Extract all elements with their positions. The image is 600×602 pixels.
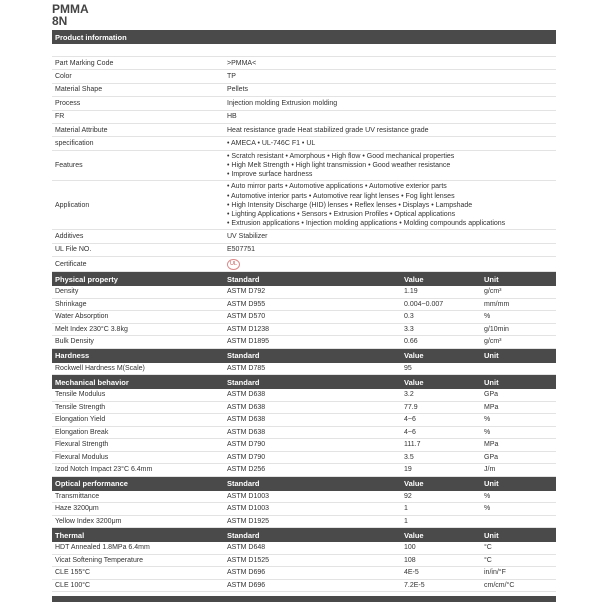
- property-name: Elongation Break: [55, 428, 109, 436]
- property-value: 77.9: [404, 403, 418, 411]
- property-standard: ASTM D638: [227, 391, 266, 399]
- property-value: 0.3: [404, 313, 414, 321]
- spacer-row: [52, 44, 556, 57]
- property-row: [52, 311, 556, 324]
- column-header-value: Value: [404, 274, 424, 284]
- property-row: [52, 555, 556, 568]
- property-row: [52, 567, 556, 580]
- property-standard: ASTM D790: [227, 441, 266, 449]
- info-row: [52, 97, 556, 110]
- property-row: [52, 542, 556, 555]
- application-list: [227, 181, 556, 229]
- info-value: UV Stabilizer: [227, 233, 268, 241]
- column-header-unit: Unit: [484, 377, 499, 387]
- section-title: Product information: [55, 32, 127, 42]
- info-label: Additives: [55, 233, 84, 241]
- property-value: 4~6: [404, 416, 416, 424]
- property-value: 1.19: [404, 288, 418, 296]
- info-row: [52, 230, 556, 243]
- property-unit: g/cm³: [484, 338, 502, 346]
- info-row: [52, 84, 556, 97]
- property-value: 4~6: [404, 428, 416, 436]
- info-label: specification: [55, 140, 94, 148]
- property-unit: GPa: [484, 391, 499, 399]
- property-value: 111.7: [404, 441, 421, 449]
- property-name: Shrinkage: [55, 300, 87, 308]
- column-header-value: Value: [404, 479, 424, 489]
- property-name: Bulk Density: [55, 338, 94, 346]
- property-name: Tensile Modulus: [55, 391, 106, 399]
- info-label: Material Attribute: [55, 126, 108, 134]
- property-name: Density: [55, 288, 79, 296]
- info-value: >PMMA<: [227, 59, 257, 67]
- property-standard: ASTM D696: [227, 569, 266, 577]
- application-line: • High Intensity Discharge (HID) lenses • Reflex lenses • Displays • Lampshade: [227, 201, 473, 209]
- property-row: [52, 336, 556, 349]
- info-label: Process: [55, 99, 81, 107]
- property-value: 92: [404, 492, 412, 500]
- property-row: [52, 580, 556, 593]
- application-line: • Automotive interior parts • Automotive rear light lenses • Fog light lenses: [227, 192, 455, 200]
- section-header: [52, 477, 556, 491]
- info-row: [52, 244, 556, 257]
- property-section: [52, 349, 556, 376]
- column-header-standard: Standard: [227, 530, 260, 540]
- property-row: [52, 516, 556, 529]
- property-value: 3.2: [404, 391, 414, 399]
- info-label: Part Marking Code: [55, 59, 114, 67]
- property-name: Transmittance: [55, 492, 100, 500]
- info-row: [52, 57, 556, 70]
- info-value: E507751: [227, 246, 256, 254]
- section-header: [52, 528, 556, 542]
- grade-name: 8N: [52, 14, 68, 28]
- property-standard: ASTM D256: [227, 466, 266, 474]
- column-header-standard: Standard: [227, 377, 260, 387]
- property-unit: %: [484, 313, 491, 321]
- property-standard: ASTM D570: [227, 313, 266, 321]
- property-standard: ASTM D790: [227, 453, 266, 461]
- info-row: [52, 70, 556, 83]
- property-name: HDT Annealed 1.8MPa 6.4mm: [55, 544, 150, 552]
- features-list: [227, 151, 556, 181]
- info-value: Injection molding Extrusion molding: [227, 99, 338, 107]
- property-name: Vicat Softening Temperature: [55, 556, 144, 564]
- property-value: 100: [404, 544, 416, 552]
- info-label: FR: [55, 113, 65, 121]
- property-standard: ASTM D1003: [227, 492, 270, 500]
- property-unit: %: [484, 428, 491, 436]
- product-info-section: [52, 30, 556, 272]
- info-value: Heat resistance grade Heat stabilized grade UV resistance grade: [227, 126, 429, 134]
- property-row: [52, 324, 556, 337]
- property-row: [52, 286, 556, 299]
- section-title: Mechanical behavior: [55, 377, 129, 387]
- property-value: 19: [404, 466, 412, 474]
- property-unit: cm/cm/°C: [484, 581, 515, 589]
- info-tail-rows: [52, 230, 556, 257]
- property-section: [52, 272, 556, 349]
- section-header: [52, 272, 556, 286]
- property-standard: ASTM D1003: [227, 505, 270, 513]
- column-header-value: Value: [404, 351, 424, 361]
- info-row-features: [52, 151, 556, 182]
- column-header-standard: Standard: [227, 351, 260, 361]
- info-label: Application: [55, 201, 90, 209]
- property-standard: ASTM D1925: [227, 517, 270, 525]
- property-standard: ASTM D638: [227, 428, 266, 436]
- property-standard: ASTM D955: [227, 300, 266, 308]
- application-line: • Lighting Applications • Sensors • Extrusion Profiles • Optical applications: [227, 210, 456, 218]
- property-row: [52, 402, 556, 415]
- property-name: Haze 3200μm: [55, 505, 99, 513]
- section-title: Optical performance: [55, 479, 128, 489]
- property-name: Elongation Yield: [55, 416, 106, 424]
- property-value: 7.2E-5: [404, 581, 425, 589]
- property-value: 108: [404, 556, 416, 564]
- info-label: UL File NO.: [55, 246, 92, 254]
- ul-certificate-icon: UL: [227, 259, 240, 270]
- property-unit: g/10min: [484, 325, 509, 333]
- property-row: [52, 414, 556, 427]
- property-row: [52, 452, 556, 465]
- material-name: PMMA: [52, 2, 89, 16]
- property-value: 1: [404, 517, 408, 525]
- property-standard: ASTM D785: [227, 364, 266, 372]
- info-row: [52, 137, 556, 150]
- section-title: Physical property: [55, 274, 118, 284]
- application-line: • Extrusion applications • Injection molding applications • Molding compounds applications: [227, 220, 506, 228]
- column-header-unit: Unit: [484, 274, 499, 284]
- info-value: Pellets: [227, 86, 249, 94]
- section-header: [52, 375, 556, 389]
- property-value: 95: [404, 364, 412, 372]
- property-name: Flexural Modulus: [55, 453, 109, 461]
- column-header-value: Value: [404, 377, 424, 387]
- column-header-standard: Standard: [227, 274, 260, 284]
- column-header-unit: Unit: [484, 479, 499, 489]
- property-standard: ASTM D792: [227, 288, 266, 296]
- property-standard: ASTM D638: [227, 416, 266, 424]
- property-unit: MPa: [484, 403, 499, 411]
- column-header-unit: Unit: [484, 530, 499, 540]
- property-name: CLE 100°C: [55, 581, 91, 589]
- info-row: [52, 111, 556, 124]
- property-standard: ASTM D1895: [227, 338, 270, 346]
- property-name: Flexural Strength: [55, 441, 109, 449]
- info-label: Certificate: [55, 260, 87, 268]
- property-unit: %: [484, 505, 491, 513]
- info-row: [52, 124, 556, 137]
- property-row: [52, 389, 556, 402]
- property-value: 3.3: [404, 325, 414, 333]
- property-unit: MPa: [484, 441, 499, 449]
- property-name: Tensile Strength: [55, 403, 106, 411]
- property-unit: %: [484, 492, 491, 500]
- property-section: [52, 528, 556, 592]
- column-header-value: Value: [404, 530, 424, 540]
- property-section: [52, 375, 556, 477]
- property-name: Izod Notch Impact 23°C 6.4mm: [55, 466, 153, 474]
- property-row: [52, 427, 556, 440]
- info-row-application: [52, 181, 556, 230]
- property-name: Melt Index 230°C 3.8kg: [55, 325, 128, 333]
- property-value: 0.66: [404, 338, 418, 346]
- property-name: Rockwell Hardness M(Scale): [55, 364, 145, 372]
- property-row: [52, 464, 556, 477]
- column-header-standard: Standard: [227, 479, 260, 489]
- property-standard: ASTM D696: [227, 581, 266, 589]
- property-unit: mm/mm: [484, 300, 510, 308]
- section-header: [52, 349, 556, 363]
- property-unit: GPa: [484, 453, 499, 461]
- section-title: Thermal: [55, 530, 85, 540]
- section-header: [52, 30, 556, 44]
- datasheet: [52, 30, 556, 592]
- application-line: • Auto mirror parts • Automotive applications • Automotive exterior parts: [227, 183, 447, 191]
- property-value: 3.5: [404, 453, 414, 461]
- property-name: Yellow Index 3200μm: [55, 517, 122, 525]
- column-header-unit: Unit: [484, 351, 499, 361]
- property-value: 4E-5: [404, 569, 419, 577]
- property-name: CLE 155°C: [55, 569, 91, 577]
- property-row: [52, 439, 556, 452]
- next-section-header: [52, 596, 556, 602]
- section-title: Hardness: [55, 351, 90, 361]
- property-sections: [52, 272, 556, 592]
- info-value: • AMECA • UL-746C F1 • UL: [227, 140, 316, 148]
- property-unit: %: [484, 416, 491, 424]
- info-label: Material Shape: [55, 86, 103, 94]
- property-name: Water Absorption: [55, 313, 109, 321]
- features-line: • Scratch resistant • Amorphous • High flow • Good mechanical properties: [227, 152, 455, 160]
- features-line: • Improve surface hardness: [227, 171, 313, 179]
- property-unit: in/in/°F: [484, 569, 506, 577]
- property-section: [52, 477, 556, 529]
- property-row: [52, 491, 556, 504]
- property-standard: ASTM D648: [227, 544, 266, 552]
- info-value: HB: [227, 113, 237, 121]
- info-value: TP: [227, 73, 236, 81]
- info-rows: [52, 57, 556, 151]
- property-standard: ASTM D1238: [227, 325, 270, 333]
- property-value: 0.004~0.007: [404, 300, 444, 308]
- property-value: 1: [404, 505, 408, 513]
- info-label: Color: [55, 73, 72, 81]
- property-row: [52, 503, 556, 516]
- property-standard: ASTM D638: [227, 403, 266, 411]
- property-unit: °C: [484, 556, 492, 564]
- property-standard: ASTM D1525: [227, 556, 270, 564]
- property-row: [52, 363, 556, 376]
- property-row: [52, 299, 556, 312]
- property-unit: g/cm³: [484, 288, 502, 296]
- info-label: Features: [55, 162, 83, 170]
- info-row-certificate: [52, 257, 556, 272]
- property-unit: J/m: [484, 466, 496, 474]
- property-unit: °C: [484, 544, 492, 552]
- features-line: • High Melt Strength • High light transmission • Good weather resistance: [227, 161, 451, 169]
